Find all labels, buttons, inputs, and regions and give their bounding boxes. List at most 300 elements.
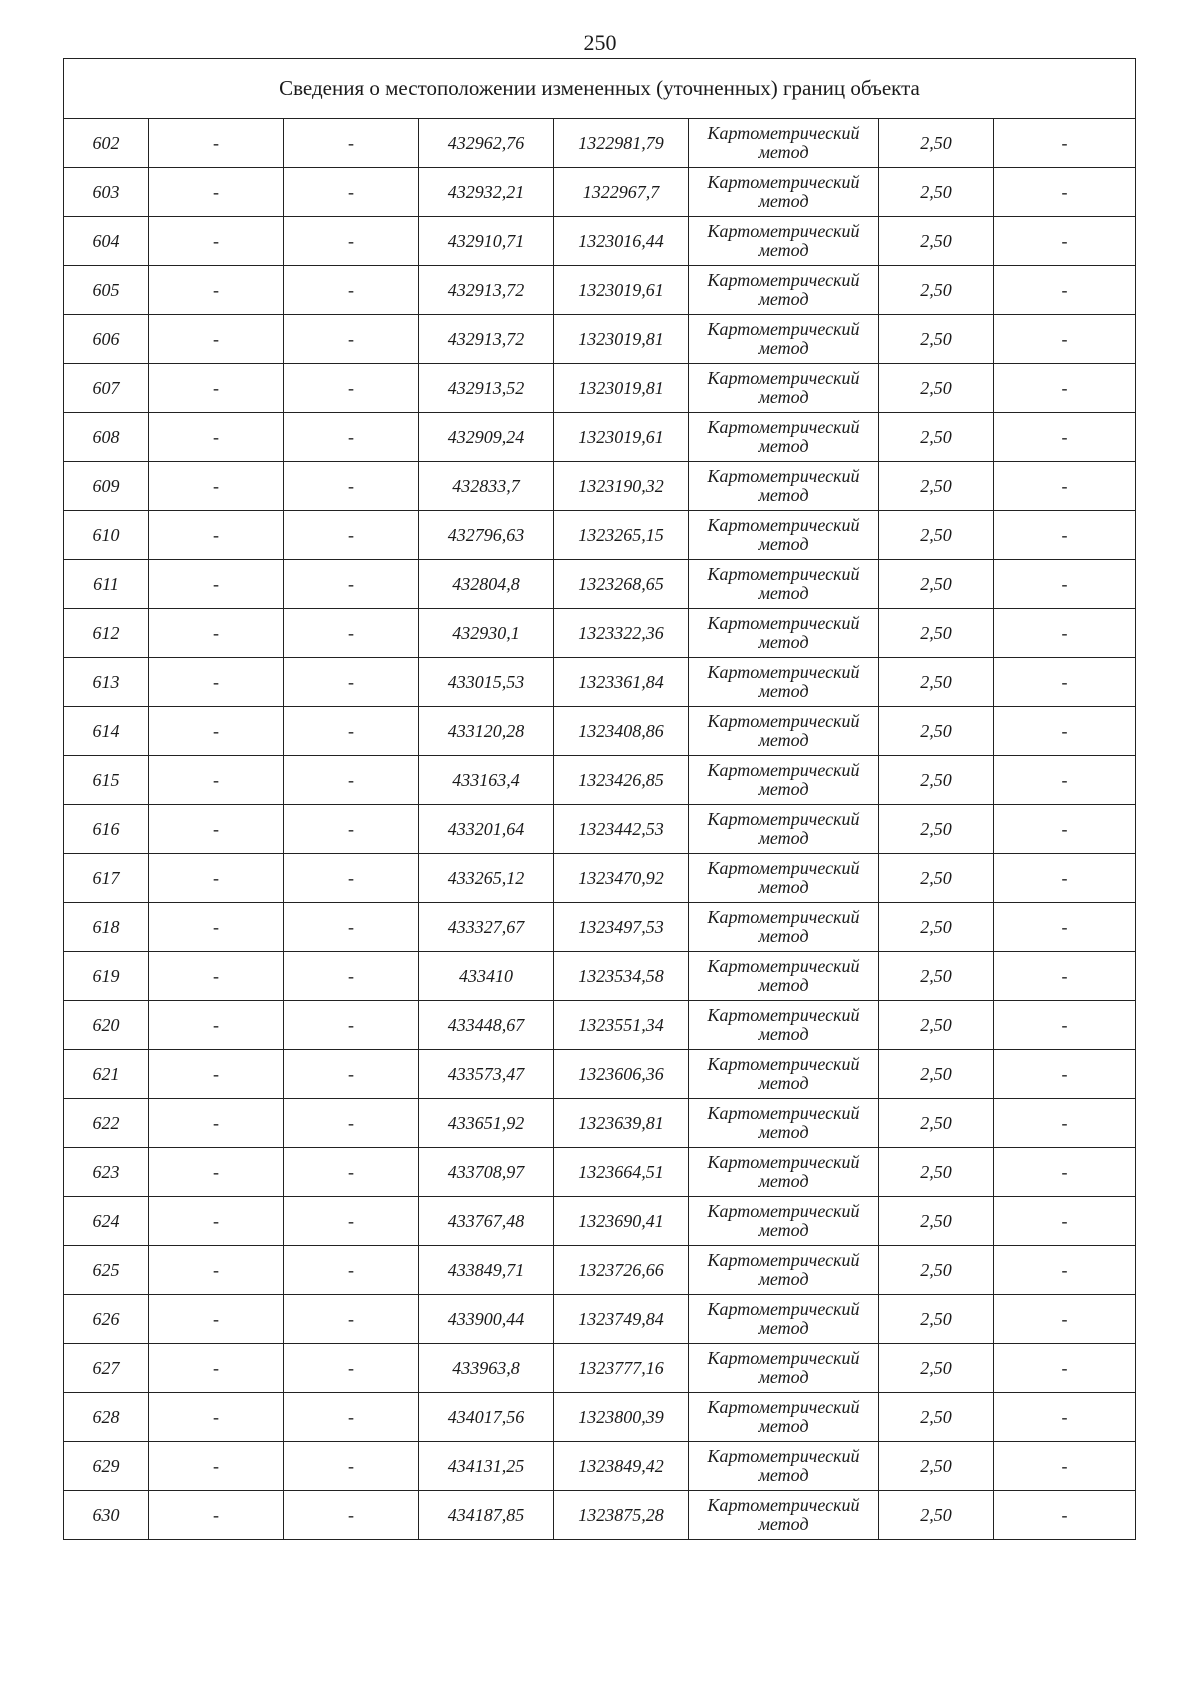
accuracy-cell: 2,50 — [879, 609, 994, 658]
table-row — [64, 315, 1136, 364]
method-line-2: метод — [758, 142, 809, 162]
method-line-2: метод — [758, 632, 809, 652]
method-line-2: метод — [758, 534, 809, 554]
description-cell: - — [994, 217, 1136, 266]
description-cell: - — [994, 952, 1136, 1001]
method-line-1: Картометрический — [707, 466, 860, 486]
x-coordinate-cell: 432913,52 — [419, 364, 554, 413]
method-line-1: Картометрический — [707, 1152, 860, 1172]
x-coordinate-cell: 432833,7 — [419, 462, 554, 511]
old-y-cell: - — [284, 658, 419, 707]
old-x-cell: - — [149, 1442, 284, 1491]
old-x-cell: - — [149, 1197, 284, 1246]
table-title: Сведения о местоположении измененных (уточненных) границ объекта — [64, 59, 1136, 119]
table-row — [64, 266, 1136, 315]
point-number-cell: 603 — [64, 168, 149, 217]
description-cell: - — [994, 756, 1136, 805]
method-cell — [689, 854, 879, 903]
method-line-1: Картометрический — [707, 809, 860, 829]
old-x-cell: - — [149, 805, 284, 854]
method-line-1: Картометрический — [707, 417, 860, 437]
point-number-cell: 608 — [64, 413, 149, 462]
accuracy-cell: 2,50 — [879, 756, 994, 805]
method-line-1: Картометрический — [707, 1495, 860, 1515]
old-y-cell: - — [284, 756, 419, 805]
description-cell: - — [994, 1197, 1136, 1246]
method-line-1: Картометрический — [707, 760, 860, 780]
description-cell: - — [994, 1246, 1136, 1295]
method-line-2: метод — [758, 1269, 809, 1289]
x-coordinate-cell: 432913,72 — [419, 266, 554, 315]
method-line-2: метод — [758, 1514, 809, 1534]
old-x-cell: - — [149, 658, 284, 707]
old-y-cell: - — [284, 511, 419, 560]
old-x-cell: - — [149, 1148, 284, 1197]
accuracy-cell: 2,50 — [879, 1491, 994, 1540]
old-y-cell: - — [284, 217, 419, 266]
table-row — [64, 952, 1136, 1001]
point-number-cell: 626 — [64, 1295, 149, 1344]
accuracy-cell: 2,50 — [879, 1246, 994, 1295]
table-row — [64, 364, 1136, 413]
method-cell — [689, 609, 879, 658]
table-row — [64, 1099, 1136, 1148]
method-cell — [689, 1491, 879, 1540]
method-line-2: метод — [758, 1220, 809, 1240]
x-coordinate-cell: 434017,56 — [419, 1393, 554, 1442]
method-line-2: метод — [758, 240, 809, 260]
old-y-cell: - — [284, 266, 419, 315]
method-line-2: метод — [758, 485, 809, 505]
table-row — [64, 560, 1136, 609]
accuracy-cell: 2,50 — [879, 903, 994, 952]
table-row — [64, 1491, 1136, 1540]
x-coordinate-cell: 433849,71 — [419, 1246, 554, 1295]
point-number-cell: 618 — [64, 903, 149, 952]
table-row — [64, 1344, 1136, 1393]
accuracy-cell: 2,50 — [879, 1197, 994, 1246]
y-coordinate-cell: 1323777,16 — [554, 1344, 689, 1393]
description-cell: - — [994, 266, 1136, 315]
point-number-cell: 620 — [64, 1001, 149, 1050]
description-cell: - — [994, 903, 1136, 952]
point-number-cell: 630 — [64, 1491, 149, 1540]
old-y-cell: - — [284, 1491, 419, 1540]
old-y-cell: - — [284, 1148, 419, 1197]
y-coordinate-cell: 1322981,79 — [554, 119, 689, 168]
description-cell: - — [994, 1491, 1136, 1540]
x-coordinate-cell: 432913,72 — [419, 315, 554, 364]
accuracy-cell: 2,50 — [879, 168, 994, 217]
description-cell: - — [994, 805, 1136, 854]
accuracy-cell: 2,50 — [879, 1344, 994, 1393]
table-row — [64, 1197, 1136, 1246]
x-coordinate-cell: 432909,24 — [419, 413, 554, 462]
old-x-cell: - — [149, 1099, 284, 1148]
table-row — [64, 1001, 1136, 1050]
table-row — [64, 805, 1136, 854]
old-x-cell: - — [149, 952, 284, 1001]
accuracy-cell: 2,50 — [879, 511, 994, 560]
method-line-1: Картометрический — [707, 711, 860, 731]
point-number-cell: 610 — [64, 511, 149, 560]
y-coordinate-cell: 1323408,86 — [554, 707, 689, 756]
method-line-2: метод — [758, 730, 809, 750]
method-line-1: Картометрический — [707, 270, 860, 290]
description-cell: - — [994, 364, 1136, 413]
description-cell: - — [994, 1148, 1136, 1197]
old-x-cell: - — [149, 119, 284, 168]
point-number-cell: 616 — [64, 805, 149, 854]
point-number-cell: 617 — [64, 854, 149, 903]
method-cell — [689, 560, 879, 609]
method-line-2: метод — [758, 1465, 809, 1485]
old-y-cell: - — [284, 560, 419, 609]
description-cell: - — [994, 854, 1136, 903]
accuracy-cell: 2,50 — [879, 1148, 994, 1197]
description-cell: - — [994, 413, 1136, 462]
old-y-cell: - — [284, 1295, 419, 1344]
accuracy-cell: 2,50 — [879, 364, 994, 413]
old-y-cell: - — [284, 1001, 419, 1050]
table-row — [64, 168, 1136, 217]
point-number-cell: 606 — [64, 315, 149, 364]
description-cell: - — [994, 1442, 1136, 1491]
point-number-cell: 627 — [64, 1344, 149, 1393]
description-cell: - — [994, 462, 1136, 511]
y-coordinate-cell: 1323190,32 — [554, 462, 689, 511]
x-coordinate-cell: 432962,76 — [419, 119, 554, 168]
table-row — [64, 1295, 1136, 1344]
method-cell — [689, 1197, 879, 1246]
y-coordinate-cell: 1323426,85 — [554, 756, 689, 805]
y-coordinate-cell: 1323016,44 — [554, 217, 689, 266]
method-line-2: метод — [758, 191, 809, 211]
x-coordinate-cell: 432930,1 — [419, 609, 554, 658]
method-line-2: метод — [758, 1122, 809, 1142]
method-cell — [689, 462, 879, 511]
method-line-1: Картометрический — [707, 1201, 860, 1221]
point-number-cell: 625 — [64, 1246, 149, 1295]
method-line-1: Картометрический — [707, 956, 860, 976]
method-line-2: метод — [758, 681, 809, 701]
old-y-cell: - — [284, 1393, 419, 1442]
table-row — [64, 1148, 1136, 1197]
method-line-2: метод — [758, 926, 809, 946]
accuracy-cell: 2,50 — [879, 1099, 994, 1148]
point-number-cell: 609 — [64, 462, 149, 511]
accuracy-cell: 2,50 — [879, 462, 994, 511]
method-cell — [689, 805, 879, 854]
x-coordinate-cell: 433265,12 — [419, 854, 554, 903]
page-number: 250 — [583, 30, 617, 55]
old-x-cell: - — [149, 462, 284, 511]
y-coordinate-cell: 1323019,61 — [554, 413, 689, 462]
y-coordinate-cell: 1323019,81 — [554, 364, 689, 413]
point-number-cell: 612 — [64, 609, 149, 658]
method-cell — [689, 1344, 879, 1393]
table-row — [64, 511, 1136, 560]
method-cell — [689, 364, 879, 413]
old-y-cell: - — [284, 609, 419, 658]
boundary-coordinates-table — [63, 58, 1136, 1540]
old-x-cell: - — [149, 707, 284, 756]
method-cell — [689, 1442, 879, 1491]
accuracy-cell: 2,50 — [879, 1295, 994, 1344]
x-coordinate-cell: 433201,64 — [419, 805, 554, 854]
old-x-cell: - — [149, 364, 284, 413]
table-body — [64, 59, 1136, 1540]
method-line-2: метод — [758, 289, 809, 309]
point-number-cell: 605 — [64, 266, 149, 315]
accuracy-cell: 2,50 — [879, 413, 994, 462]
method-line-2: метод — [758, 436, 809, 456]
y-coordinate-cell: 1323606,36 — [554, 1050, 689, 1099]
old-x-cell: - — [149, 1491, 284, 1540]
table-row — [64, 119, 1136, 168]
y-coordinate-cell: 1323849,42 — [554, 1442, 689, 1491]
method-cell — [689, 266, 879, 315]
method-line-2: метод — [758, 1416, 809, 1436]
x-coordinate-cell: 432796,63 — [419, 511, 554, 560]
old-y-cell: - — [284, 168, 419, 217]
method-cell — [689, 511, 879, 560]
point-number-cell: 623 — [64, 1148, 149, 1197]
y-coordinate-cell: 1323534,58 — [554, 952, 689, 1001]
description-cell: - — [994, 315, 1136, 364]
x-coordinate-cell: 433767,48 — [419, 1197, 554, 1246]
y-coordinate-cell: 1323749,84 — [554, 1295, 689, 1344]
table-row — [64, 413, 1136, 462]
method-cell — [689, 903, 879, 952]
method-line-1: Картометрический — [707, 221, 860, 241]
method-cell — [689, 315, 879, 364]
method-line-2: метод — [758, 975, 809, 995]
description-cell: - — [994, 560, 1136, 609]
old-y-cell: - — [284, 805, 419, 854]
method-line-2: метод — [758, 877, 809, 897]
method-line-1: Картометрический — [707, 1250, 860, 1270]
method-line-1: Картометрический — [707, 613, 860, 633]
table-row — [64, 1393, 1136, 1442]
old-y-cell: - — [284, 1344, 419, 1393]
method-line-1: Картометрический — [707, 1397, 860, 1417]
point-number-cell: 607 — [64, 364, 149, 413]
method-line-1: Картометрический — [707, 123, 860, 143]
accuracy-cell: 2,50 — [879, 119, 994, 168]
method-line-1: Картометрический — [707, 368, 860, 388]
old-x-cell: - — [149, 854, 284, 903]
old-x-cell: - — [149, 609, 284, 658]
x-coordinate-cell: 433900,44 — [419, 1295, 554, 1344]
description-cell: - — [994, 1099, 1136, 1148]
x-coordinate-cell: 433651,92 — [419, 1099, 554, 1148]
description-cell: - — [994, 609, 1136, 658]
old-x-cell: - — [149, 560, 284, 609]
point-number-cell: 628 — [64, 1393, 149, 1442]
accuracy-cell: 2,50 — [879, 1050, 994, 1099]
y-coordinate-cell: 1323322,36 — [554, 609, 689, 658]
point-number-cell: 602 — [64, 119, 149, 168]
old-x-cell: - — [149, 1344, 284, 1393]
old-y-cell: - — [284, 462, 419, 511]
method-cell — [689, 413, 879, 462]
old-x-cell: - — [149, 1295, 284, 1344]
old-x-cell: - — [149, 1050, 284, 1099]
point-number-cell: 604 — [64, 217, 149, 266]
method-cell — [689, 1295, 879, 1344]
x-coordinate-cell: 433963,8 — [419, 1344, 554, 1393]
y-coordinate-cell: 1323265,15 — [554, 511, 689, 560]
method-cell — [689, 756, 879, 805]
old-y-cell: - — [284, 364, 419, 413]
method-line-1: Картометрический — [707, 515, 860, 535]
x-coordinate-cell: 433410 — [419, 952, 554, 1001]
y-coordinate-cell: 1323664,51 — [554, 1148, 689, 1197]
method-line-1: Картометрический — [707, 1005, 860, 1025]
y-coordinate-cell: 1323470,92 — [554, 854, 689, 903]
old-y-cell: - — [284, 1050, 419, 1099]
y-coordinate-cell: 1323268,65 — [554, 560, 689, 609]
description-cell: - — [994, 707, 1136, 756]
method-line-1: Картометрический — [707, 1299, 860, 1319]
accuracy-cell: 2,50 — [879, 658, 994, 707]
x-coordinate-cell: 433708,97 — [419, 1148, 554, 1197]
old-x-cell: - — [149, 1393, 284, 1442]
y-coordinate-cell: 1323875,28 — [554, 1491, 689, 1540]
y-coordinate-cell: 1323690,41 — [554, 1197, 689, 1246]
table-row — [64, 609, 1136, 658]
x-coordinate-cell: 432804,8 — [419, 560, 554, 609]
old-x-cell: - — [149, 168, 284, 217]
method-cell — [689, 1050, 879, 1099]
description-cell: - — [994, 119, 1136, 168]
method-line-2: метод — [758, 1024, 809, 1044]
accuracy-cell: 2,50 — [879, 1442, 994, 1491]
method-cell — [689, 217, 879, 266]
old-x-cell: - — [149, 1246, 284, 1295]
accuracy-cell: 2,50 — [879, 560, 994, 609]
table-row — [64, 217, 1136, 266]
old-x-cell: - — [149, 756, 284, 805]
description-cell: - — [994, 1295, 1136, 1344]
method-cell — [689, 1099, 879, 1148]
method-line-1: Картометрический — [707, 564, 860, 584]
table-row — [64, 462, 1136, 511]
table-row — [64, 903, 1136, 952]
description-cell: - — [994, 1344, 1136, 1393]
old-y-cell: - — [284, 315, 419, 364]
method-line-2: метод — [758, 1171, 809, 1191]
method-line-2: метод — [758, 828, 809, 848]
old-x-cell: - — [149, 266, 284, 315]
method-line-2: метод — [758, 338, 809, 358]
old-y-cell: - — [284, 119, 419, 168]
x-coordinate-cell: 434131,25 — [419, 1442, 554, 1491]
accuracy-cell: 2,50 — [879, 1393, 994, 1442]
y-coordinate-cell: 1323019,61 — [554, 266, 689, 315]
table-row — [64, 756, 1136, 805]
point-number-cell: 624 — [64, 1197, 149, 1246]
method-line-1: Картометрический — [707, 1446, 860, 1466]
point-number-cell: 613 — [64, 658, 149, 707]
table-row — [64, 658, 1136, 707]
old-y-cell: - — [284, 707, 419, 756]
point-number-cell: 611 — [64, 560, 149, 609]
table-row — [64, 1246, 1136, 1295]
table-row — [64, 1050, 1136, 1099]
old-y-cell: - — [284, 952, 419, 1001]
old-y-cell: - — [284, 1246, 419, 1295]
method-line-1: Картометрический — [707, 1348, 860, 1368]
method-line-2: метод — [758, 779, 809, 799]
method-line-1: Картометрический — [707, 172, 860, 192]
x-coordinate-cell: 432910,71 — [419, 217, 554, 266]
y-coordinate-cell: 1323361,84 — [554, 658, 689, 707]
method-line-1: Картометрический — [707, 1103, 860, 1123]
description-cell: - — [994, 168, 1136, 217]
y-coordinate-cell: 1323639,81 — [554, 1099, 689, 1148]
accuracy-cell: 2,50 — [879, 707, 994, 756]
method-line-1: Картометрический — [707, 662, 860, 682]
x-coordinate-cell: 434187,85 — [419, 1491, 554, 1540]
method-cell — [689, 707, 879, 756]
x-coordinate-cell: 433448,67 — [419, 1001, 554, 1050]
x-coordinate-cell: 433327,67 — [419, 903, 554, 952]
old-x-cell: - — [149, 315, 284, 364]
x-coordinate-cell: 433573,47 — [419, 1050, 554, 1099]
old-y-cell: - — [284, 903, 419, 952]
old-x-cell: - — [149, 1001, 284, 1050]
accuracy-cell: 2,50 — [879, 1001, 994, 1050]
old-x-cell: - — [149, 903, 284, 952]
method-cell — [689, 1393, 879, 1442]
old-x-cell: - — [149, 413, 284, 462]
description-cell: - — [994, 1393, 1136, 1442]
x-coordinate-cell: 432932,21 — [419, 168, 554, 217]
description-cell: - — [994, 1050, 1136, 1099]
table-title-row — [64, 59, 1136, 119]
old-y-cell: - — [284, 413, 419, 462]
old-x-cell: - — [149, 511, 284, 560]
y-coordinate-cell: 1323800,39 — [554, 1393, 689, 1442]
accuracy-cell: 2,50 — [879, 805, 994, 854]
method-line-1: Картометрический — [707, 1054, 860, 1074]
old-y-cell: - — [284, 854, 419, 903]
accuracy-cell: 2,50 — [879, 266, 994, 315]
method-line-1: Картометрический — [707, 319, 860, 339]
method-line-2: метод — [758, 387, 809, 407]
table-row — [64, 854, 1136, 903]
y-coordinate-cell: 1323019,81 — [554, 315, 689, 364]
table-row — [64, 707, 1136, 756]
old-y-cell: - — [284, 1099, 419, 1148]
method-line-2: метод — [758, 1073, 809, 1093]
method-cell — [689, 952, 879, 1001]
method-cell — [689, 1246, 879, 1295]
y-coordinate-cell: 1323726,66 — [554, 1246, 689, 1295]
x-coordinate-cell: 433163,4 — [419, 756, 554, 805]
description-cell: - — [994, 658, 1136, 707]
method-cell — [689, 168, 879, 217]
description-cell: - — [994, 511, 1136, 560]
accuracy-cell: 2,50 — [879, 315, 994, 364]
old-y-cell: - — [284, 1442, 419, 1491]
method-cell — [689, 119, 879, 168]
method-line-2: метод — [758, 1318, 809, 1338]
point-number-cell: 615 — [64, 756, 149, 805]
x-coordinate-cell: 433015,53 — [419, 658, 554, 707]
